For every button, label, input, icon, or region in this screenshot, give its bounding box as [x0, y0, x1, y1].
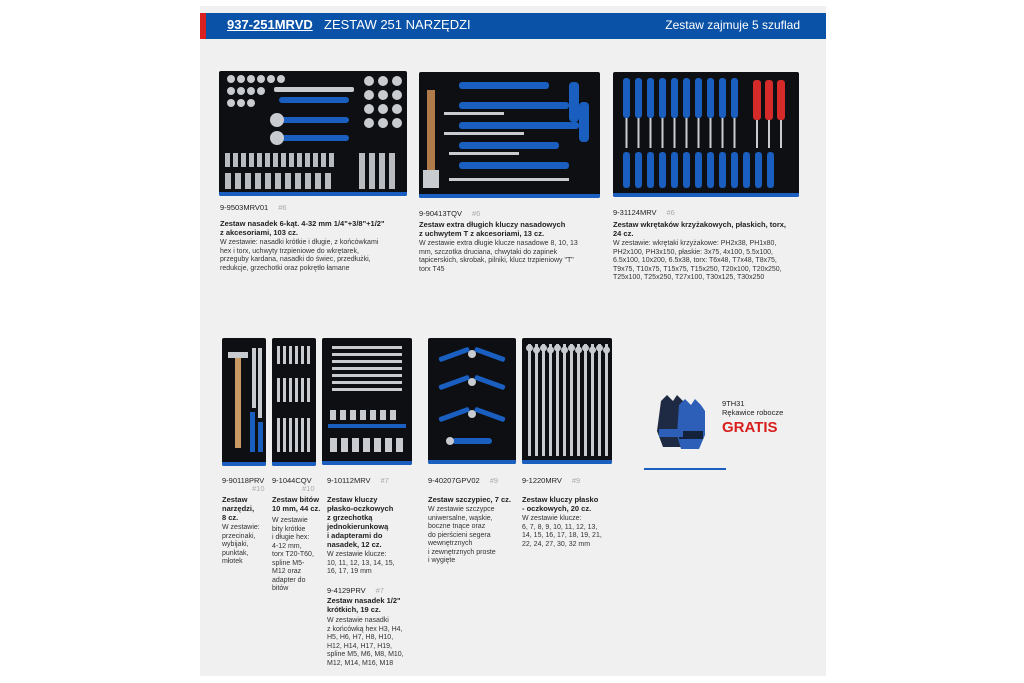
set-header-bar [200, 13, 826, 39]
combination-wrench-illustration [522, 338, 612, 464]
item-desc-line: H12, H14, H17, H19, [327, 642, 392, 650]
item-desc-line: punktak, [222, 549, 249, 557]
combination-wrench-tray-image [522, 338, 612, 464]
page-ref: #6 [666, 208, 675, 217]
item-code-line [613, 208, 675, 217]
item-description [327, 551, 417, 577]
bit-set-tray-image [272, 338, 316, 466]
item-desc-line: bity krótkie [272, 525, 306, 533]
item-title-line: Zestaw kluczy [327, 495, 378, 504]
item-desc-line: z końcówką hex H3, H4, [327, 625, 403, 633]
item-code: 9-9503MRV01 [220, 203, 269, 212]
pliers-set-illustration [428, 338, 516, 464]
item-desc-line: hex i torx, uchwyty trzpieniowe do wkrętarek, [220, 247, 359, 255]
item-title [327, 596, 417, 614]
tray-rim [322, 461, 412, 465]
page-ref: #6 [471, 209, 481, 218]
item-code: 9-4129PRV [327, 586, 366, 595]
item-code-line [419, 209, 480, 218]
item-desc-line: wybijaki, [222, 541, 249, 548]
item-desc-line: redukcje, grzechotki oraz pokrętło łamane [220, 264, 350, 272]
socket-set-illustration [219, 71, 407, 196]
item-title-line: z grzechotką [327, 513, 373, 522]
page-ref: #10 [252, 484, 265, 493]
item-title-line: Zestaw szczypiec, 7 cz. [428, 495, 511, 504]
item-desc-line: H5, H6, H7, H8, H10, [327, 634, 394, 641]
item-desc-line: mm, szczotka druciana, chwytaki do zapinek [419, 248, 558, 256]
page-ref: #7 [380, 476, 389, 485]
item-code-line [428, 476, 498, 485]
item-desc-line: i długie hex: [272, 534, 310, 541]
item-desc-line: T9x75, T10x75, T15x75, T15x250, T20x100, T20x250, [613, 265, 782, 273]
item-description [327, 617, 422, 668]
page-ref: #9 [571, 476, 581, 485]
item-title-line: Zestaw extra długich kluczy nasadowych [419, 220, 566, 229]
tray-rim [222, 462, 266, 466]
item-description [613, 240, 818, 283]
item-description [222, 524, 270, 567]
item-code: 9-1220MRV [522, 476, 562, 485]
item-desc-line: M12 oraz [272, 568, 302, 575]
item-desc-line: przecinaki, [222, 532, 256, 540]
item-title-line: z uchwytem T z akcesoriami, 13 cz. [419, 229, 545, 238]
item-desc-line: torx T20-T60, [272, 551, 314, 558]
gloves-underline [644, 468, 726, 470]
item-desc-line: PH2x100, PH3x150, płaskie: 3x75, 4x100, 5.5x100, [613, 248, 773, 256]
item-desc-line: bitów [272, 585, 289, 592]
page-ref: #10 [302, 484, 315, 493]
work-gloves-image [653, 391, 713, 453]
item-code-line [327, 586, 384, 595]
item-desc-line: W zestawie klucze: [522, 515, 582, 522]
item-desc-line: przeguby kardana, nasadki do świec, przedłużki, [220, 256, 371, 263]
item-title [327, 495, 417, 549]
item-title-line: z akcesoriami, 103 cz. [220, 228, 298, 237]
set-code: 937-251MRVD [227, 17, 313, 32]
item-desc-line: torx T45 [419, 265, 445, 273]
extra-long-socket-tray-image [419, 72, 600, 198]
item-title-line: jednokierunkową [327, 522, 389, 531]
item-title [220, 219, 410, 237]
item-title-line: Zestaw bitów [272, 495, 320, 504]
item-desc-line: do pierścieni segera [428, 531, 491, 539]
item-title-line: 8 cz. [222, 513, 239, 522]
item-title-line: 10 mm, 44 cz. [272, 504, 321, 513]
page-ref: #9 [489, 476, 499, 485]
item-code: 9-90118PRV [222, 476, 265, 485]
item-desc-line: W zestawie: [222, 524, 260, 531]
pliers-tray-image [428, 338, 516, 464]
item-desc-line: 22, 24, 27, 30, 32 mm [522, 540, 591, 548]
item-title-line: nasadek, 12 cz. [327, 540, 382, 549]
header-red-accent [200, 13, 206, 39]
item-title-line: Zestaw nasadek 6-kąt. 4-32 mm 1/4"+3/8"+1/2" [220, 219, 385, 228]
item-title [419, 220, 604, 238]
item-title [522, 495, 617, 513]
socket-set-tray-image [219, 71, 407, 196]
item-title [222, 495, 268, 522]
item-code: 9-40207GPV02 [428, 476, 480, 485]
item-desc-line: W zestawie [272, 517, 308, 524]
item-desc-line: tapicerskich, skrobak, pilniki, klucz trzpieniowy "T" [419, 257, 574, 264]
item-desc-line: W zestawie extra długie klucze nasadowe 8, 10, 13 [419, 240, 578, 247]
item-desc-line: boczne tnące oraz [428, 523, 486, 530]
page-ref: #7 [375, 586, 384, 595]
item-title-line: Zestaw [222, 495, 248, 504]
item-desc-line: spline M5- [272, 559, 305, 567]
item-desc-line: W zestawie klucze: [327, 551, 387, 558]
item-code-line [327, 476, 389, 485]
item-desc-line: 14, 15, 16, 17, 18, 19, 21, [522, 532, 602, 539]
item-title [272, 495, 324, 513]
item-title [428, 495, 518, 504]
item-desc-line: 4-12 mm, [272, 542, 302, 550]
item-title-line: i adapterami do [327, 531, 383, 540]
screwdriver-set-illustration [613, 72, 799, 197]
t-handle-set-illustration [419, 72, 600, 198]
item-title-line: Zestaw wkrętaków krzyżakowych, płaskich, torx, [613, 220, 786, 229]
item-code: 9-90413TQV [419, 209, 462, 218]
item-desc-line: 6, 7, 8, 9, 10, 11, 12, 13, [522, 523, 598, 531]
tray-rim [219, 192, 407, 196]
tool-kit-illustration [222, 338, 266, 466]
tray-rim [522, 460, 612, 464]
punch-chisel-tray-image [222, 338, 266, 466]
item-desc-line: i zewnętrznych proste [428, 548, 496, 556]
item-desc-line: 6.5x100, 10x200, 6.5x38, torx: T6x48, T7x48, T8x75, [613, 257, 777, 264]
gloves-name: Rękawice robocze [722, 408, 784, 417]
tray-rim [272, 462, 316, 466]
tray-rim [613, 193, 799, 197]
wrench-ratchet-illustration [322, 338, 412, 465]
item-title-line: krótkich, 19 cz. [327, 605, 381, 614]
gloves-label [722, 399, 783, 417]
item-title-line: Zestaw nasadek 1/2" [327, 596, 401, 605]
item-title [613, 220, 813, 238]
item-desc-line: T25x100, T25x250, T27x100, T30x125, T30x250 [613, 274, 765, 281]
screwdriver-tray-image [613, 72, 799, 197]
item-description [220, 239, 410, 273]
wrench-socket-tray-image [322, 338, 412, 465]
item-code-line [220, 203, 287, 212]
item-code: 9-10112MRV [327, 476, 371, 485]
item-desc-line: młotek [222, 558, 243, 565]
item-title-line: - oczkowych, 20 cz. [522, 504, 592, 513]
catalog-page [200, 6, 826, 676]
tray-rim [428, 460, 516, 464]
bit-set-illustration [272, 338, 316, 466]
item-title-line: płasko-oczkowych [327, 504, 394, 513]
item-desc-line: i wygięte [428, 557, 456, 564]
item-description [272, 517, 322, 594]
item-code: 9-31124MRV [613, 208, 657, 217]
item-code: 9-1044CQV [272, 476, 312, 485]
item-desc-line: W zestawie nasadki [327, 617, 389, 624]
set-name: ZESTAW 251 NARZĘDZI [324, 17, 471, 32]
item-title-line: narzędzi, [222, 504, 255, 513]
page-ref: #6 [278, 203, 287, 212]
item-title-line: Zestaw kluczy płasko [522, 495, 599, 504]
gloves-code: 9TH31 [722, 399, 745, 408]
tray-rim [419, 194, 600, 198]
item-desc-line: M12, M14, M16, M18 [327, 659, 394, 667]
item-description [419, 240, 604, 274]
item-desc-line: uniwersalne, wąskie, [428, 514, 493, 522]
drawer-count-note: Zestaw zajmuje 5 szuflad [665, 18, 800, 32]
item-desc-line: 10, 11, 12, 13, 14, 15, [327, 559, 395, 567]
item-desc-line: adapter do [272, 576, 306, 584]
gratis-badge: GRATIS [722, 419, 778, 436]
item-description [522, 515, 622, 549]
item-description [428, 506, 518, 566]
item-code-line [522, 476, 580, 485]
item-desc-line: W zestawie: nasadki krótkie i długie, z końcówkami [220, 239, 379, 246]
item-title-line: 24 cz. [613, 229, 634, 238]
gloves-illustration [653, 391, 713, 453]
item-desc-line: W zestawie: wkrętaki krzyżakowe: PH2x38, PH1x80, [613, 240, 777, 247]
item-desc-line: 16, 17, 19 mm [327, 568, 372, 575]
item-desc-line: W zestawie szczypce [428, 506, 495, 513]
item-desc-line: wewnętrznych [428, 540, 473, 547]
item-desc-line: spline M5, M6, M8, M10, [327, 651, 404, 658]
